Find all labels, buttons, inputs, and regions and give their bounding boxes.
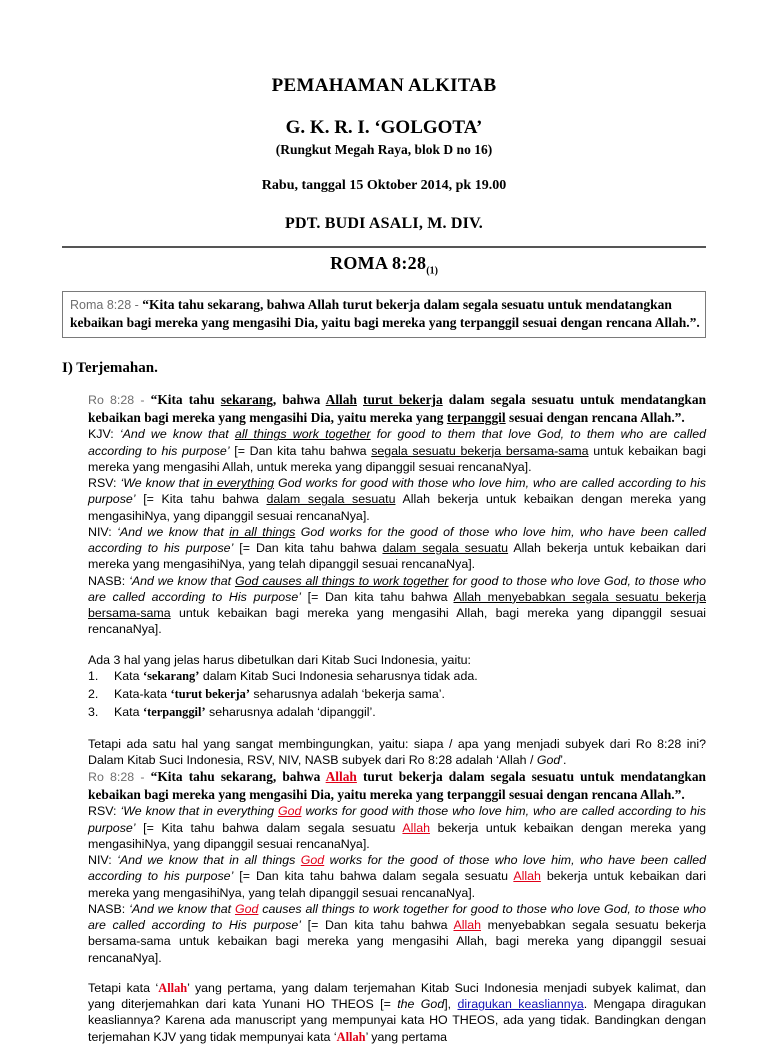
rsv-indonesian-part: bekerja untuk kebaikan dengan mereka yang mengasihiNya, yang dipanggil sesuai rencanaNya]. — [88, 820, 706, 851]
rsv-subject-allah: Allah — [402, 820, 430, 835]
list-item-part: Kata — [114, 704, 143, 719]
paragraph-rsv-marked — [88, 803, 706, 852]
paragraph-nasb — [88, 573, 706, 638]
kjv-indonesian-part: untuk kebaikan bagi mereka yang mengasihi Allah, untuk mereka yang dipanggil sesuai rencanaNya]. — [88, 443, 706, 474]
list-item-keyword: ‘terpanggil’ — [142, 704, 206, 719]
page-title: PEMAHAMAN ALKITAB — [271, 75, 497, 96]
nasb-indonesian-part: [= Dan kita tahu bahwa — [300, 589, 454, 604]
paragraph-niv — [88, 524, 706, 573]
manuscript-note-part: . Mengapa diragukan keasliannya? Karena ada manuscript yang mempunyai kata HO THEOS, ada yang tidak. Bandingkan dengan terjemahan KJV yang tidak mempunyai kata ‘ — [88, 997, 707, 1044]
manuscript-note-part: ’ yang pertama — [365, 1029, 448, 1044]
list-item — [88, 686, 706, 704]
corrections-list — [88, 668, 706, 722]
version-label-kjv: KJV: — [88, 427, 120, 442]
kjv-english-highlight: all things work together — [234, 427, 371, 442]
nasb-english-highlight: God causes all things to work together — [234, 573, 449, 588]
scripture-part: “Kita tahu sekarang, bahwa — [150, 769, 326, 785]
paragraph-niv-marked — [88, 852, 706, 901]
niv-indonesian-part: bekerja untuk kebaikan dari mereka yang mengasihiNya, yang telah dipanggil sesuai rencanaNya]. — [88, 869, 707, 900]
scripture-part: turut bekerja dalam segala sesuatu untuk mendatangkan kebaikan bagi mereka yang mengasihi Dia, yaitu mereka yang terpanggil sesuai dengan rencana Allah.”. — [88, 769, 706, 802]
church-address: (Rungkut Megah Raya, blok D no 16) — [275, 141, 493, 157]
kjv-english-part: ‘And we know that — [119, 427, 235, 442]
verse-box-dash: - — [131, 298, 143, 313]
version-label-rsv: RSV: — [88, 804, 121, 819]
manuscript-note-part: Tetapi kata ‘ — [88, 980, 159, 995]
rsv-english-highlight: in everything — [203, 476, 275, 491]
nasb-subject-god: God — [234, 901, 259, 916]
version-label-nasb: NASB: — [88, 901, 130, 916]
masthead — [62, 76, 706, 233]
rsv-english-part: works for good with those who love him, who are called according to his purpose’ — [88, 804, 707, 835]
niv-indonesian-part: [= Dan kita tahu bahwa dalam segala sesuatu — [233, 869, 514, 884]
niv-indonesian-highlight: dalam segala sesuatu — [382, 541, 509, 556]
subject-question-part: Tetapi ada satu hal yang sangat membingungkan, yaitu: siapa / apa yang menjadi subyek dari Ro 8:28 ini? Dalam Kitab Suci Indonesia, RSV, NIV, NASB subyek dari Ro 8:28 adalah ‘Allah / — [88, 736, 706, 768]
scripture-text-marked — [88, 769, 706, 802]
nasb-subject-allah: Allah — [453, 918, 482, 933]
list-intro: Ada 3 hal yang jelas harus dibetulkan dari Kitab Suci Indonesia, yaitu: — [88, 652, 471, 667]
list-item — [88, 704, 706, 722]
rsv-indonesian-highlight: dalam segala sesuatu — [266, 492, 396, 507]
manuscript-greek-gloss: the God — [397, 997, 445, 1012]
scripture-text — [88, 392, 706, 425]
list-item — [88, 668, 706, 686]
subject-question-part: ’. — [560, 753, 567, 768]
session-datetime: Rabu, tanggal 15 Oktober 2014, pk 19.00 — [261, 177, 507, 193]
passage-part-number: (1) — [426, 265, 438, 277]
list-item-text — [114, 686, 706, 704]
paragraph-translations — [88, 391, 706, 426]
spacer — [88, 966, 706, 980]
list-item-part: Kata-kata — [114, 686, 171, 701]
version-label-rsv: RSV: — [88, 476, 121, 491]
list-item-part: Kata — [114, 668, 143, 683]
niv-indonesian-part: [= Dan kita tahu bahwa — [233, 541, 383, 556]
niv-indonesian-part: Allah bekerja untuk kebaikan dari mereka yang mengasihiNya, yang telah dipanggil sesuai rencanaNya]. — [88, 541, 706, 572]
list-item-part: dalam Kitab Suci Indonesia seharusnya tidak ada. — [199, 668, 478, 683]
list-item-number: 3. — [88, 704, 99, 719]
scripture-subject-allah: Allah — [325, 769, 357, 785]
subject-question-italic: God — [536, 753, 561, 768]
list-item-number: 1. — [88, 668, 99, 683]
nasb-indonesian-part: untuk kebaikan bagi mereka yang mengasihi Allah, bagi mereka yang dipanggil sesuai rencanaNya]. — [88, 606, 706, 637]
version-label-niv: NIV: — [88, 853, 118, 868]
paragraph-subject-question — [88, 736, 706, 769]
version-label-nasb: NASB: — [88, 573, 130, 588]
verse-box-text: “Kita tahu sekarang, bahwa Allah turut bekerja dalam segala sesuatu untuk mendatangkan kebaikan bagi mereka yang mengasihi Dia, yaitu bagi mereka yang terpanggil sesuai dengan rencana Allah.”. — [70, 297, 700, 331]
scripture-highlight-terpanggil: terpanggil — [446, 409, 506, 425]
nasb-english-part: causes all things to work together for good to those who love God, to those who are called according to His purpose’ — [88, 901, 706, 933]
niv-subject-god: God — [300, 853, 325, 868]
niv-subject-allah: Allah — [513, 869, 541, 884]
rsv-indonesian-part: Allah bekerja untuk kebaikan dengan mereka yang mengasihiNya, yang dipanggil sesuai rencanaNya]. — [88, 492, 707, 523]
paragraph-translations-marked — [88, 768, 706, 803]
manuscript-keyword-allah-2: Allah — [336, 1029, 366, 1044]
niv-english-highlight: in all things — [229, 524, 296, 539]
manuscript-link-diragukan[interactable]: diragukan keasliannya — [457, 997, 584, 1012]
rsv-indonesian-part: [= Kita tahu bahwa dalam segala sesuatu — [135, 820, 403, 835]
niv-english-part: works for the good of those who love him, who have been called according to his purpose’ — [88, 853, 706, 884]
nasb-indonesian-part: [= Dan kita tahu bahwa — [300, 918, 454, 933]
scripture-part: , bahwa — [272, 392, 326, 408]
rsv-english-part: ‘We know that in everything — [120, 804, 279, 819]
list-item-number: 2. — [88, 686, 99, 701]
document-body — [62, 391, 706, 1045]
nasb-english-part: for good to those who love God, to those who are called according to His purpose’ — [88, 573, 706, 604]
rsv-indonesian-part: [= Kita tahu bahwa — [135, 492, 267, 507]
paragraph-nasb-marked — [88, 901, 706, 966]
header-divider — [62, 246, 706, 248]
niv-english-part: ‘And we know that in all things — [117, 853, 301, 868]
passage-title-text: ROMA 8:28 — [330, 252, 427, 273]
list-item-text — [114, 704, 706, 722]
scripture-part: “Kita tahu — [150, 392, 221, 408]
nasb-indonesian-highlight: Allah menyebabkan segala sesuatu bekerja bersama-sama — [88, 589, 706, 621]
speaker-name: PDT. BUDI ASALI, M. DIV. — [284, 214, 484, 232]
niv-english-part: ‘And we know that — [117, 524, 230, 539]
scripture-highlight-sekarang: sekarang — [220, 392, 273, 408]
version-label-niv: NIV: — [88, 524, 118, 539]
list-item-keyword: ‘turut bekerja’ — [170, 686, 250, 701]
spacer — [88, 638, 706, 652]
spacer — [88, 722, 706, 736]
paragraph-manuscript-note — [88, 980, 706, 1045]
verse-reference-label: Ro 8:28 — [88, 770, 135, 785]
scripture-part: dalam segala sesuatu untuk mendatangkan kebaikan bagi mereka yang mengasihi Dia, yaitu mereka yang — [88, 392, 707, 425]
passage-title — [62, 253, 706, 277]
scripture-highlight-turut-bekerja: turut bekerja — [363, 392, 443, 408]
verse-reference-dash: - — [134, 770, 151, 785]
nasb-indonesian-part: menyebabkan segala sesuatu bekerja bersama-sama untuk kebaikan bagi mereka yang mengasihi Allah, bagi mereka yang dipanggil sesuai rencanaNya]. — [88, 918, 706, 965]
nasb-english-part: ‘And we know that — [129, 901, 235, 916]
manuscript-note-part: ], — [444, 997, 458, 1012]
paragraph-rsv — [88, 475, 706, 524]
kjv-indonesian-part: [= Dan kita tahu bahwa — [229, 443, 372, 458]
rsv-english-part: God works for good with those who love him, who are called according to his purpose’ — [88, 476, 706, 507]
nasb-english-part: ‘And we know that — [129, 573, 235, 588]
list-item-text — [114, 668, 706, 686]
scripture-highlight-allah: Allah — [325, 392, 357, 408]
list-item-keyword: ‘sekarang’ — [142, 668, 200, 683]
church-name: G. K. R. I. ‘GOLGOTA’ — [285, 116, 483, 138]
verse-reference-dash: - — [134, 393, 151, 408]
manuscript-keyword-allah-1: Allah — [158, 980, 188, 995]
rsv-english-part: ‘We know that — [120, 476, 204, 491]
kjv-english-part: for good to them that love God, to them who are called according to his purpose’ — [88, 427, 706, 458]
kjv-indonesian-highlight: segala sesuatu bekerja bersama-sama — [371, 443, 589, 458]
list-item-part: seharusnya adalah ‘bekerja sama’. — [249, 686, 445, 701]
verse-box — [62, 291, 706, 338]
verse-box-reference: Roma 8:28 — [70, 298, 132, 313]
manuscript-note-part: ’ yang pertama, yang dalam terjemahan Kitab Suci Indonesia menjadi subyek kalimat, dan yang diterjemahkan dari kata Yunani HO THEOS [= — [88, 980, 706, 1012]
niv-english-part: God works for the good of those who love him, who have been called according to his purpose’ — [88, 524, 706, 556]
section-heading: I) Terjemahan. — [62, 360, 158, 377]
scripture-part: sesuai dengan rencana Allah.”. — [505, 409, 685, 425]
paragraph-kjv — [88, 426, 706, 475]
rsv-subject-god: God — [278, 804, 302, 819]
list-item-part: seharusnya adalah ‘dipanggil’. — [205, 704, 376, 719]
verse-reference-label: Ro 8:28 — [88, 393, 135, 408]
